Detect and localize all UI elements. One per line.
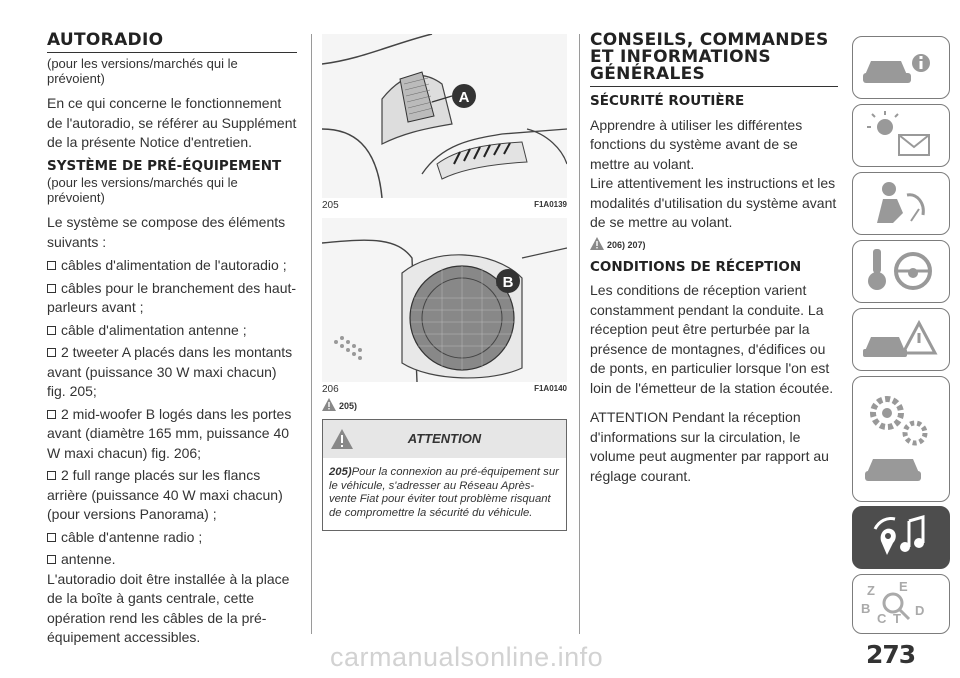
title-rule bbox=[590, 86, 838, 87]
alphabetical-index-search-icon bbox=[853, 575, 949, 633]
reception-paragraph-1: Les conditions de réception varient constamment pendant la conduite. La réception peut être perturbée par la présence de montagnes, d'édifices ou de ponts, en particulier lorsque l'on est loin de l'émetteur de la station écoutée. bbox=[590, 282, 834, 396]
chapter-tab-multimedia[interactable] bbox=[852, 506, 950, 569]
column-divider bbox=[311, 34, 312, 634]
attention-text: 205)Pour la connexion au pré-équipement sur le véhicule, s'adresser au Réseau Après-vente Fiat pour éviter tout problème risquant de compromettre la sécurité du véhicule. bbox=[329, 466, 559, 519]
autoradio-subtitle: (pour les versions/marchés qui le prévoient) bbox=[47, 56, 238, 86]
figure-caption-206 bbox=[322, 384, 567, 395]
attention-box bbox=[322, 419, 567, 531]
list-item: câbles pour le branchement des haut-parleurs avant ; bbox=[47, 279, 297, 315]
car-dashboard-info-icon bbox=[853, 37, 949, 97]
checkbox-bullet-icon bbox=[47, 348, 56, 357]
lights-message-icon bbox=[853, 105, 949, 165]
checkbox-bullet-icon bbox=[47, 284, 56, 293]
svg-text:B: B bbox=[861, 601, 871, 616]
preequipement-subtitle: (pour les versions/marchés qui le prévoient) bbox=[47, 175, 238, 205]
warning-ref-number: 205) bbox=[339, 401, 358, 411]
list-item: 2 full range placés sur les flancs arrière (puissance 40 W maxi chacun) (pour versions Panorama) ; bbox=[47, 467, 283, 522]
multimedia-audio-icon bbox=[853, 507, 949, 567]
warning-reference bbox=[590, 237, 838, 250]
watermark: carmanualsonline.info bbox=[330, 642, 604, 672]
section-title-conseils: CONSEILS, COMMANDES ET INFORMATIONS GÉNÉRALES bbox=[590, 30, 829, 84]
section-title-autoradio: AUTORADIO bbox=[47, 30, 164, 50]
chapter-tab-lights[interactable] bbox=[852, 104, 950, 167]
svg-text:T: T bbox=[893, 611, 901, 626]
left-column bbox=[47, 32, 297, 648]
tweeter-illustration bbox=[322, 34, 567, 198]
checkbox-bullet-icon bbox=[47, 326, 56, 335]
figure-caption-205 bbox=[322, 200, 567, 211]
key-steering-wheel-icon bbox=[853, 241, 949, 301]
warning-ref-numbers: 206) 207) bbox=[607, 239, 646, 250]
list-item: antenne. bbox=[47, 550, 297, 570]
figure-code: F1A0139 bbox=[534, 200, 567, 209]
section-title-reception: CONDITIONS DE RÉCEPTION bbox=[590, 258, 802, 275]
securite-paragraph-1: Apprendre à utiliser les différentes fonctions du système avant de se mettre au volant. bbox=[590, 116, 803, 172]
figure-tweeter bbox=[322, 34, 567, 198]
reception-paragraph-2: ATTENTION Pendant la réception d'informations sur la circulation, le volume peut augmenter par rapport au réglage courant. bbox=[590, 409, 829, 484]
column-divider bbox=[579, 34, 580, 634]
middle-column bbox=[322, 34, 567, 531]
chapter-tab-emergency[interactable] bbox=[852, 308, 950, 371]
installation-note: L'autoradio doit être installée à la place de la boîte à gants centrale, cette opération rend les câbles de la pré-équipement accessibles. bbox=[47, 570, 290, 645]
chapter-tab-dashboard[interactable] bbox=[852, 36, 950, 99]
section-title-securite: SÉCURITÉ ROUTIÈRE bbox=[590, 93, 745, 109]
warning-reference bbox=[322, 398, 567, 411]
section-title-preequipement: SYSTÈME DE PRÉ-ÉQUIPEMENT bbox=[47, 157, 282, 174]
warning-triangle-icon bbox=[322, 398, 336, 411]
midwoofer-illustration bbox=[322, 218, 567, 382]
figure-midwoofer bbox=[322, 218, 567, 382]
figure-number: 206 bbox=[322, 384, 339, 395]
attention-number: 205) bbox=[329, 466, 352, 478]
right-column bbox=[590, 32, 838, 486]
svg-text:Z: Z bbox=[867, 583, 875, 598]
attention-header bbox=[323, 420, 566, 458]
checkbox-bullet-icon bbox=[47, 555, 56, 564]
list-item: câbles d'alimentation de l'autoradio ; bbox=[47, 256, 297, 276]
figure-number: 205 bbox=[322, 200, 339, 211]
callout-label-b: B bbox=[502, 274, 514, 291]
callout-label-a: A bbox=[458, 89, 470, 106]
securite-paragraph-2: Lire attentivement les instructions et les modalités d'utilisation du système avant de se mettre au volant. bbox=[590, 175, 837, 230]
checkbox-bullet-icon bbox=[47, 410, 56, 419]
figure-code: F1A0140 bbox=[534, 384, 567, 393]
title-rule bbox=[47, 52, 297, 53]
chapter-tab-starting[interactable] bbox=[852, 240, 950, 303]
list-item: 2 mid-woofer B logés dans les portes avant (diamètre 165 mm, puissance 40 W maxi chacun) fig. 206; bbox=[47, 405, 292, 461]
svg-text:E: E bbox=[899, 579, 908, 594]
checkbox-bullet-icon bbox=[47, 533, 56, 542]
chapter-tab-safety[interactable] bbox=[852, 172, 950, 235]
chapter-tab-index[interactable] bbox=[852, 574, 950, 634]
seat-airbag-icon bbox=[853, 173, 949, 233]
preequipement-intro: Le système se compose des éléments suivants : bbox=[47, 214, 286, 250]
car-warning-triangle-icon bbox=[853, 309, 949, 369]
attention-title: ATTENTION bbox=[407, 431, 482, 446]
gears-car-icon bbox=[853, 377, 949, 497]
checkbox-bullet-icon bbox=[47, 261, 56, 270]
list-item: câble d'antenne radio ; bbox=[47, 528, 297, 548]
svg-text:D: D bbox=[915, 603, 925, 618]
list-item: câble d'alimentation antenne ; bbox=[47, 321, 297, 341]
list-item: 2 tweeter A placés dans les montants avant (puissance 30 W maxi chacun) fig. 205; bbox=[47, 344, 293, 399]
warning-triangle-icon bbox=[590, 237, 604, 250]
svg-text:C: C bbox=[877, 611, 887, 626]
checkbox-bullet-icon bbox=[47, 471, 56, 480]
autoradio-intro: En ce qui concerne le fonctionnement de l'autoradio, se référer au Supplément de la présente Notice d'entretien. bbox=[47, 95, 297, 150]
chapter-tab-maintenance[interactable] bbox=[852, 376, 950, 502]
component-list bbox=[47, 256, 297, 570]
page-number: 273 bbox=[866, 640, 916, 669]
